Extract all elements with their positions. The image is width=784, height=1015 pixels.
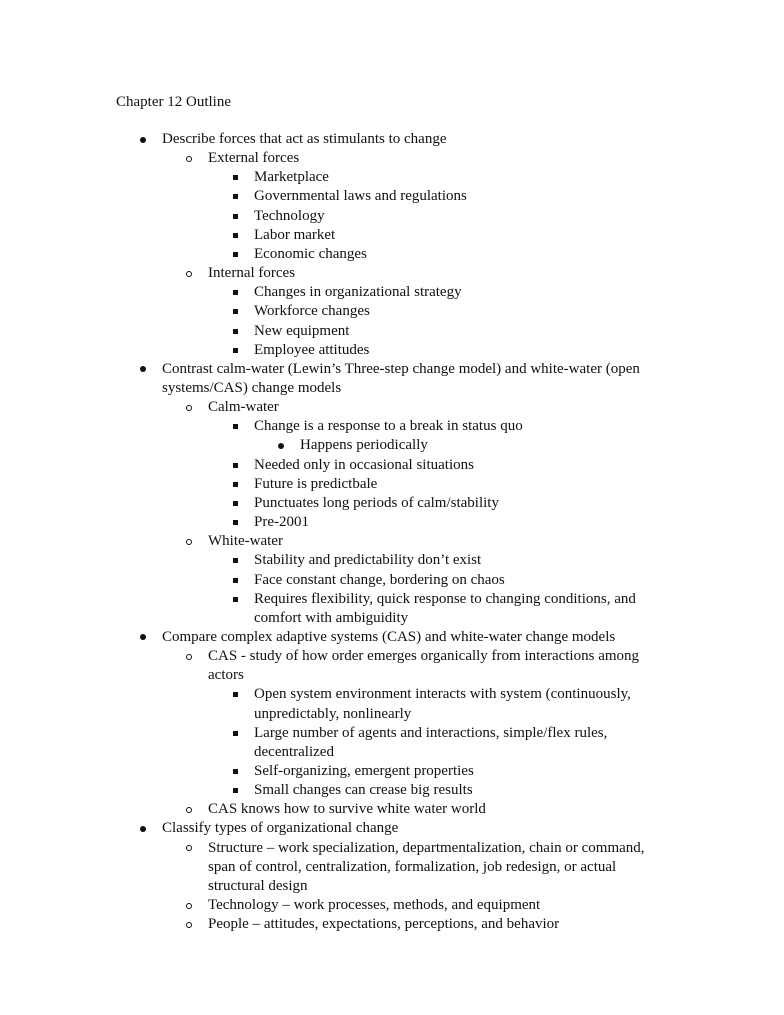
bullet-circle-icon: [185, 398, 193, 417]
bullet-circle-icon: [185, 264, 193, 283]
bullet-circle-icon: [185, 896, 193, 915]
bullet-circle-icon: [185, 149, 193, 168]
outline-item-text: Marketplace: [254, 169, 329, 186]
outline-item-text: Technology: [254, 207, 325, 224]
outline-item-text: CAS knows how to survive white water world: [208, 801, 486, 818]
outline-item-text: Happens periodically: [300, 437, 428, 454]
outline-item-continuation: [254, 705, 411, 724]
outline-item: [208, 398, 279, 417]
outline-item: [254, 781, 473, 800]
bullet-square-icon: [231, 283, 239, 302]
bullet-circle-icon: [185, 915, 193, 934]
bullet-disc-icon: [277, 436, 285, 455]
bullet-circle-icon: [185, 800, 193, 819]
outline-item-text: White-water: [208, 533, 283, 550]
outline-item: [254, 685, 631, 704]
outline-item-text: Technology – work processes, methods, and equipment: [208, 897, 541, 913]
bullet-square-icon: [231, 341, 239, 360]
outline-item-text: Punctuates long periods of calm/stability: [254, 494, 499, 511]
outline-item: [162, 130, 446, 149]
outline-item: [254, 302, 370, 321]
outline-item-text: Structure – work specialization, departmentalization, chain or command,: [208, 839, 645, 856]
bullet-square-icon: [231, 475, 239, 494]
outline-item: [300, 436, 428, 455]
outline-item: [162, 628, 615, 647]
outline-item-text: Self-organizing, emergent properties: [254, 762, 474, 779]
outline-item: [208, 647, 639, 666]
outline-item: [254, 551, 481, 570]
outline-item-text: Small changes can crease big results: [254, 782, 473, 799]
bullet-square-icon: [231, 513, 239, 532]
outline-item-text: Face constant change, bordering on chaos: [254, 571, 505, 588]
bullet-circle-icon: [185, 839, 193, 858]
outline-item-text: Employee attitudes: [254, 341, 370, 358]
outline-item-text: structural design: [208, 877, 308, 894]
outline-item-text: Workforce changes: [254, 303, 370, 320]
outline-item-text: comfort with ambiguidity: [254, 609, 409, 626]
outline-item-text: Labor market: [254, 226, 336, 243]
outline-item-text: Contrast calm-water (Lewin’s Three-step change model) and white-water (open: [162, 360, 640, 377]
outline-item-text: Open system environment interacts with system (continuously,: [254, 686, 631, 703]
outline-item-text: Change is a response to a break in status quo: [254, 418, 523, 435]
outline-item-text: Stability and predictability don’t exist: [254, 552, 482, 569]
outline-item-continuation: [208, 858, 616, 877]
outline-item-text: span of control, centralization, formalization, job redesign, or actual: [208, 858, 617, 875]
outline-item-text: People – attitudes, expectations, perceptions, and behavior: [208, 916, 560, 933]
outline-item: [254, 571, 505, 590]
outline-item-continuation: [208, 666, 244, 685]
outline-item: [254, 724, 607, 743]
outline-item: [208, 532, 283, 551]
outline-item-text: Requires flexibility, quick response to changing conditions, and: [254, 590, 636, 607]
outline-item: [208, 264, 295, 283]
outline-item-text: Compare complex adaptive systems (CAS) and white-water change models: [162, 628, 616, 645]
outline-item: [254, 417, 523, 436]
bullet-square-icon: [231, 245, 239, 264]
bullet-square-icon: [231, 571, 239, 590]
outline-item-text: unpredictably, nonlinearly: [254, 705, 412, 722]
outline-item-text: Internal forces: [208, 265, 296, 281]
outline-item: [254, 283, 462, 302]
bullet-square-icon: [231, 494, 239, 513]
bullet-square-icon: [231, 551, 239, 570]
outline-item-text: Governmental laws and regulations: [254, 188, 467, 205]
bullet-disc-icon: [139, 628, 147, 647]
outline-item: [254, 513, 309, 532]
outline-item-text: External forces: [208, 150, 300, 167]
outline-item-text: Calm-water: [208, 399, 279, 416]
outline-item-text: decentralized: [254, 743, 334, 760]
outline-item: [254, 322, 349, 341]
outline-item-text: New equipment: [254, 322, 350, 339]
outline-item-continuation: [162, 379, 341, 398]
outline-item: [254, 187, 467, 206]
outline-item-continuation: [208, 877, 308, 896]
outline-item-text: Large number of agents and interactions, simple/flex rules,: [254, 724, 608, 741]
outline-item-continuation: [254, 743, 334, 762]
outline-item: [254, 494, 499, 513]
bullet-disc-icon: [139, 819, 147, 838]
outline-item: [208, 915, 559, 934]
page-title: Chapter 12 Outline: [116, 94, 231, 110]
bullet-square-icon: [231, 168, 239, 187]
bullet-square-icon: [231, 456, 239, 475]
outline-item-text: Classify types of organizational change: [162, 820, 399, 837]
outline-item: [208, 800, 486, 819]
outline-item-continuation: [254, 609, 408, 628]
outline-item: [254, 341, 369, 360]
outline-item-text: actors: [208, 667, 244, 684]
outline-item-text: Changes in organizational strategy: [254, 284, 462, 301]
outline-item: [254, 245, 367, 264]
bullet-square-icon: [231, 724, 239, 743]
outline-item: [208, 839, 645, 858]
outline-item-text: Pre-2001: [254, 514, 309, 530]
outline-item: [254, 456, 474, 475]
outline-item: [254, 762, 474, 781]
outline-item-text: Future is predictbale: [254, 475, 378, 492]
outline-item: [162, 360, 640, 379]
outline-item: [254, 207, 325, 226]
bullet-square-icon: [231, 762, 239, 781]
bullet-circle-icon: [185, 647, 193, 666]
bullet-square-icon: [231, 207, 239, 226]
outline-item-text: CAS - study of how order emerges organically from interactions among: [208, 648, 640, 664]
outline-item-text: Economic changes: [254, 245, 367, 262]
bullet-square-icon: [231, 302, 239, 321]
outline-item-text: systems/CAS) change models: [162, 379, 342, 396]
bullet-square-icon: [231, 226, 239, 245]
bullet-square-icon: [231, 417, 239, 436]
outline-item: [254, 475, 377, 494]
bullet-square-icon: [231, 187, 239, 206]
outline-item-text: Needed only in occasional situations: [254, 456, 474, 473]
bullet-disc-icon: [139, 130, 147, 149]
outline-item: [254, 168, 329, 187]
outline-item: [162, 819, 398, 838]
outline-item: [254, 226, 335, 245]
bullet-square-icon: [231, 685, 239, 704]
bullet-circle-icon: [185, 532, 193, 551]
outline-item: [208, 149, 299, 168]
outline-item-text: Describe forces that act as stimulants to change: [162, 131, 447, 147]
bullet-square-icon: [231, 781, 239, 800]
bullet-square-icon: [231, 590, 239, 609]
outline-item: [254, 590, 636, 609]
outline-item: [208, 896, 540, 915]
bullet-disc-icon: [139, 360, 147, 379]
bullet-square-icon: [231, 322, 239, 341]
